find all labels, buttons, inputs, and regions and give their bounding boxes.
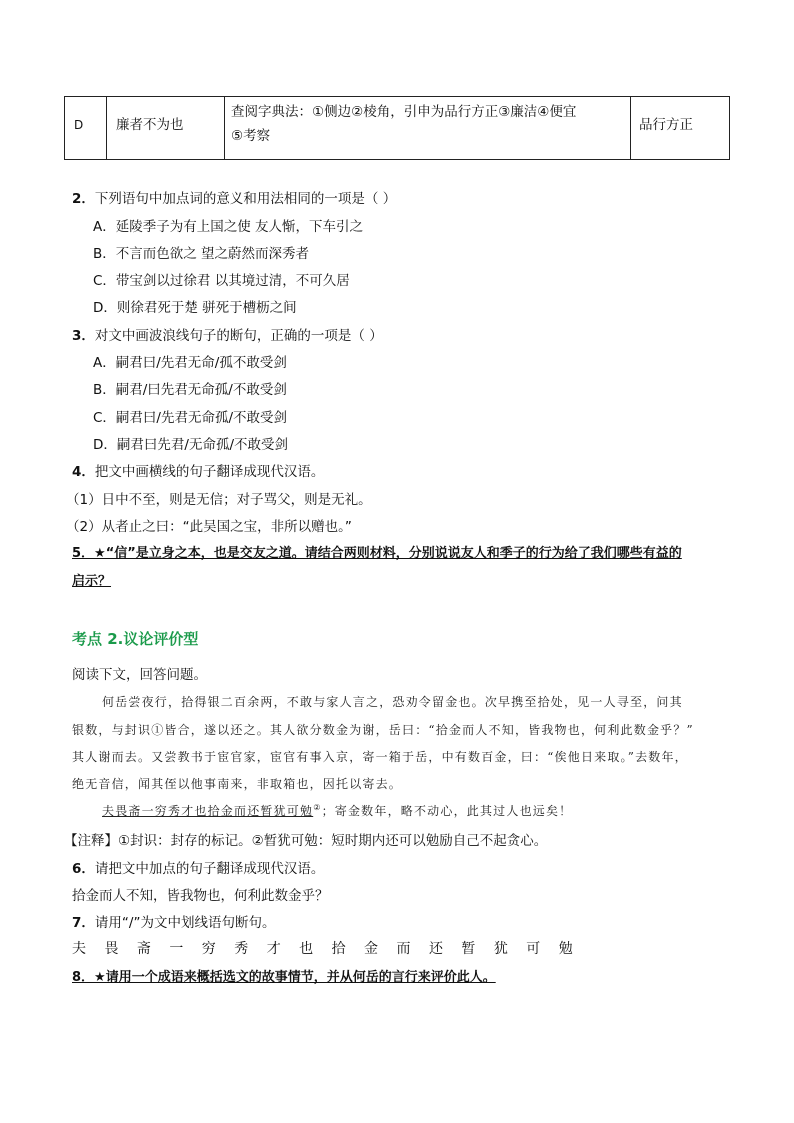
q2-option-b: B．不言而色欲之 望之蔚然而深秀者 <box>93 246 310 262</box>
question-6 <box>72 857 324 877</box>
q2-option-c: C．带宝剑以过徐君 以其境过清，不可久居 <box>93 273 350 289</box>
q4-item-2: （2）从者止之曰：“此吴国之宝，非所以赠也。” <box>66 519 352 535</box>
underlined-sentence: 夫畏斋一穷秀才也拾金而还暂犹可勉 <box>102 804 314 818</box>
question-number: 7． <box>72 915 95 931</box>
explanation-line-1: 查阅字典法：①侧边②棱角，引申为品行方正③廉洁④便宜 <box>231 104 577 120</box>
reading-instruction: 阅读下文，回答问题。 <box>72 667 207 683</box>
question-stem: 请用“/”为文中划线语句断句。 <box>94 915 276 931</box>
table-cell-option <box>65 97 107 159</box>
question-number: 2． <box>72 191 95 207</box>
option-label: D <box>74 118 84 132</box>
question-number: 3． <box>72 328 95 344</box>
answer-text: 品行方正 <box>639 117 693 133</box>
question-8: 8．★请用一个成语来概括选文的故事情节，并从何岳的言行来评价此人。 <box>72 970 496 985</box>
passage-line-5 <box>102 802 572 819</box>
q3-option-d: D．嗣君曰先君/无命孤/不敢受剑 <box>93 437 288 453</box>
passage-line-3: 其人谢而去。又尝教书于宦官家，宦官有事入京，寄一箱于岳，中有数百金，曰：“俟他日来取。”去数年， <box>72 750 688 764</box>
question-5-line-1: 5．★“信”是立身之本，也是交友之道。请结合两则材料，分别说说友人和季子的行为给了我们哪些有益的 <box>72 546 682 561</box>
q7-sentence: 夫 畏 斋 一 穷 秀 才 也 拾 金 而 还 暂 犹 可 勉 <box>72 941 580 957</box>
question-stem: 请把文中加点的句子翻译成现代汉语。 <box>94 861 325 877</box>
question-7 <box>72 911 275 931</box>
table-cell-explanation <box>225 97 631 159</box>
question-2 <box>72 187 396 207</box>
passage-line-1: 何岳尝夜行，拾得银二百余两，不敢与家人言之，恐劝令留金也。次早携至拾处，见一人寻至，问其 <box>102 695 683 709</box>
question-stem: 下列语句中加点词的意义和用法相同的一项是（ ） <box>94 191 397 207</box>
question-4 <box>72 460 324 480</box>
sentence-text: 廉者不为也 <box>116 117 184 133</box>
question-stem: 对文中画波浪线句子的断句，正确的一项是（ ） <box>94 328 383 344</box>
q3-option-b: B．嗣君/曰先君无命孤/不敢受剑 <box>93 382 287 398</box>
table-cell-answer <box>631 97 729 159</box>
table-cell-sentence <box>107 97 225 159</box>
explanation-line-2: ⑤考察 <box>231 128 271 144</box>
answer-table-row <box>64 96 730 160</box>
passage-line-5-rest: ；寄金数年，略不动心，此其过人也远矣！ <box>321 804 573 818</box>
annotation-note: 【注释】①封识：封存的标记。②暂犹可勉：短时期内还可以勉励自己不起贪心。 <box>64 833 548 849</box>
q6-sentence: 拾金而人不知，皆我物也，何利此数金乎？ <box>72 888 329 904</box>
question-3 <box>72 324 383 344</box>
q4-item-1: （1）日中不至，则是无信；对子骂父，则是无礼。 <box>66 492 372 508</box>
footnote-marker: ② <box>313 803 322 812</box>
q3-option-a: A．嗣君曰/先君无命/孤不敢受剑 <box>93 355 287 371</box>
q2-option-a: A．延陵季子为有上国之使 友人惭，下车引之 <box>93 219 364 235</box>
question-stem: 把文中画横线的句子翻译成现代汉语。 <box>94 464 325 480</box>
passage-line-2: 银数，与封识①皆合，遂以还之。其人欲分数金为谢，岳曰：“拾金而人不知，皆我物也，何利此数金乎？” <box>72 723 694 737</box>
q2-option-d: D．则徐君死于楚 骈死于槽枥之间 <box>93 300 297 316</box>
question-number: 4． <box>72 464 95 480</box>
q3-option-c: C．嗣君曰/先君无命孤/不敢受剑 <box>93 410 288 426</box>
question-5-line-2: 启示？ <box>72 574 112 589</box>
question-number: 6． <box>72 861 95 877</box>
passage-line-4: 绝无音信，闻其侄以他事南来，非取箱也，因托以寄去。 <box>72 777 403 791</box>
section-heading: 考点 2.议论评价型 <box>72 630 199 648</box>
